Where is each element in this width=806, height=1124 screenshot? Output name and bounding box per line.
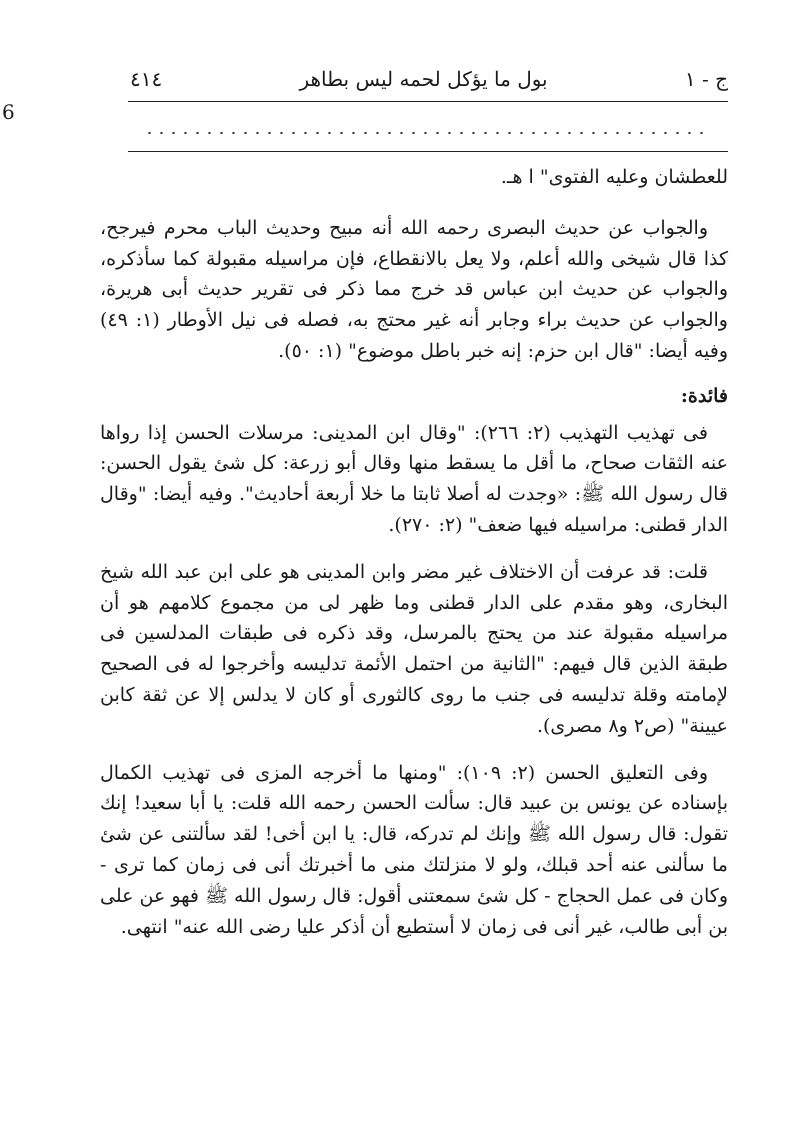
dotted-separator <box>140 128 711 138</box>
paragraph-taliq: وفى التعليق الحسن (٢: ١٠٩): "ومنها ما أخرجه المزى فى تهذيب الكمال بإسناده عن يونس بن عبيد قال: سألت الحسن رحمه الله قلت: يا أبا سعيد! إنك تقول: قال رسول الله ﷺ وإنك لم تدركه، قال: يا ابن أخى! لقد سألتنى عن شئ ما سألنى عنه أحد قبلك، ولو لا منزلتك منى ما أخبرتك أنى فى زمان كما ترى - وكان فى عمل الحجاج - كل شئ سمعتنى أقول: قال رسول الله ﷺ فهو عن على بن أبى طالب، غير أنى فى زمان لا أستطيع أن أذكر عليا رضى الله عنه" انتهى. <box>99 761 728 938</box>
margin-mark: 6 <box>2 100 15 124</box>
paragraph-tahdhib: فى تهذيب التهذيب (٢: ٢٦٦): "وقال ابن المدينى: مرسلات الحسن إذا رواها عنه الثقات صحاح، ما أقل ما يسقط منها وقال أبو زرعة: كل شئ يقول الحسن: قال رسول الله ﷺ: «وجدت له أصلا ثابتا ما خلا أربعة أحاديث". وفيه أيضا: "وقال الدار قطنى: مراسيله فيها ضعف" (٢: ٢٧٠). <box>100 421 728 536</box>
paragraph-continuation: للعطشان وعليه الفتوى" ا هـ. <box>500 166 728 188</box>
separator-rule <box>128 151 728 152</box>
volume-label: ج - ١ <box>684 67 728 91</box>
page-number: ٤١٤ <box>130 67 163 91</box>
header-title: بول ما يؤكل لحمه ليس بطاهر <box>299 67 548 91</box>
header-rule <box>128 101 728 102</box>
paragraph-qultu: قلت: قد عرفت أن الاختلاف غير مضر وابن المدينى هو على ابن عبد الله شيخ البخارى، وهو مقدم على الدار قطنى وما ظهر لى من مجموع كلامهم هو أن مراسيله مقبولة عند من يحتج بالمرسل، وقد ذكره فى طبقات المدلسين فى طبقة الذين قال فيهم: "الثانية من احتمل الأئمة تدليسه وأخرجوا له فى الصحيح لإمامته وقلة تدليسه فى جنب ما روى كالثورى أو كان لا يدلس إلا عن ثقة كابن عيينة" (ص٢ و٨ مصرى). <box>100 560 728 737</box>
page-body <box>100 162 728 942</box>
paragraph-answer: والجواب عن حديث البصرى رحمه الله أنه مبيح وحديث الباب محرم فيرجح، كذا قال شيخى والله أعلم، ولا يعل بالانقطاع، فإن مراسيله مقبولة كما سأذكره، والجواب عن حديث ابن عباس قد خرج مما ذكر فى تقرير حديث أبى هريرة، والجواب عن حديث براء وجابر أنه غير محتج به، فصله فى نيل الأوطار (١: ٤٩) وفيه أيضا: "قال ابن حزم: إنه خبر باطل موضوع" (١: ٥٠). <box>100 216 728 362</box>
running-header <box>130 62 728 96</box>
section-heading: فائدة: <box>680 384 728 407</box>
